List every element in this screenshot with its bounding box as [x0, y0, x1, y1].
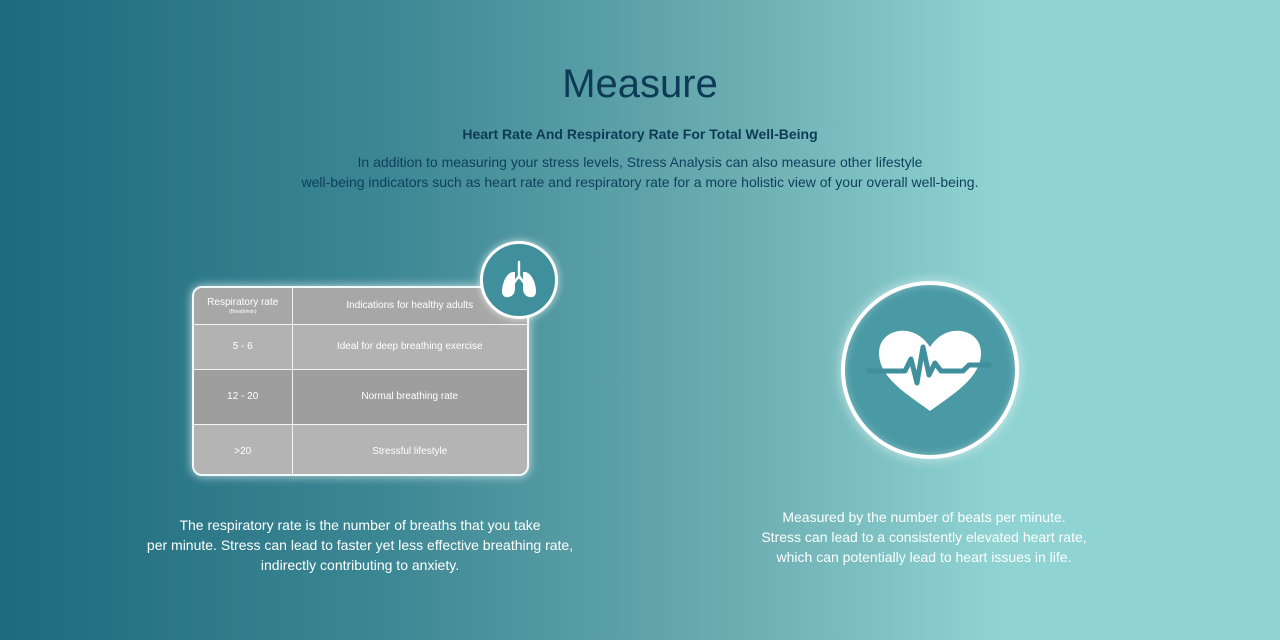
rate-cell: 5 - 6 [194, 324, 292, 369]
intro-line: well-being indicators such as heart rate and respiratory rate for a more holistic view of your overall well-being. [301, 174, 979, 190]
page-title: Measure [562, 62, 718, 106]
section-subtitle: Heart Rate And Respiratory Rate For Total Well-Being [462, 126, 818, 142]
table-header-rate [194, 288, 292, 324]
rate-cell: 12 - 20 [194, 369, 292, 424]
lungs-icon-graphic [495, 256, 543, 304]
indication-cell: Normal breathing rate [292, 369, 527, 424]
lungs-icon [480, 241, 558, 319]
heart-pulse-icon-graphic [865, 325, 995, 415]
rate-unit-label: (Breath/min) [228, 308, 257, 315]
intro-line: In addition to measuring your stress levels, Stress Analysis can also measure other lifestyle [357, 154, 923, 170]
respiratory-rate-table [194, 288, 527, 476]
respiratory-caption [110, 515, 610, 575]
caption-line: per minute. Stress can lead to faster yet less effective breathing rate, [146, 537, 574, 553]
table-row [194, 424, 527, 476]
table-row [194, 324, 527, 369]
respiratory-rate-table-card [192, 286, 529, 476]
indication-cell: Ideal for deep breathing exercise [292, 324, 527, 369]
heart-rate-caption [694, 507, 1154, 567]
intro-paragraph [240, 152, 1040, 192]
caption-line: The respiratory rate is the number of breaths that you take [179, 517, 541, 533]
rate-cell: >20 [194, 424, 292, 476]
table-header-indication: Indications for healthy adults [292, 288, 527, 324]
rate-header-label: Respiratory rate [207, 296, 279, 308]
caption-line: which can potentially lead to heart issues in life. [776, 549, 1072, 565]
table-header-row [194, 288, 527, 324]
table-row [194, 369, 527, 424]
caption-line: Measured by the number of beats per minute. [782, 509, 1066, 525]
indication-cell: Stressful lifestyle [292, 424, 527, 476]
caption-line: indirectly contributing to anxiety. [260, 557, 460, 573]
heart-pulse-icon [841, 281, 1019, 459]
caption-line: Stress can lead to a consistently elevated heart rate, [761, 529, 1087, 545]
